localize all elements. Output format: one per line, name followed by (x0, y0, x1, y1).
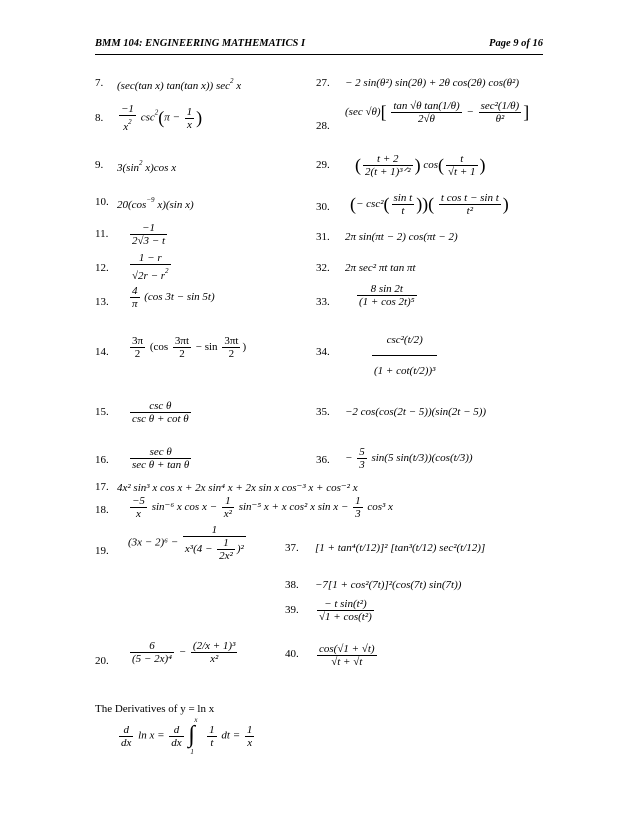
answer-10: $20(\cos^{-9}$ x)(sin x) (117, 196, 194, 211)
answer-14-close: ) (242, 341, 247, 354)
problem-number: 29. (316, 159, 330, 171)
answer-12-num: 1 − r (138, 252, 162, 264)
answer-20-n2: (2/x + 1)³ (192, 640, 236, 652)
answer-29-n1: t + 2 (377, 153, 399, 165)
answer-8-den2: x (185, 118, 195, 131)
answer-7: (sec(tan x) tan(tan x)) $\sec^2 x$ (117, 77, 242, 92)
problem-number: 11. (95, 228, 109, 240)
formula-one: 1 (209, 723, 215, 736)
answer-33-den: (1 + cos 2t)⁵ (359, 296, 415, 308)
answer-31-text: 2π sin(πt − 2) cos(πt − 2) (345, 231, 458, 243)
formula-dx2: dx (171, 736, 182, 749)
header-page-number: Page 9 of 16 (489, 38, 543, 49)
answer-20-frac2 (191, 640, 238, 665)
answer-9: $3(\sin^2$ x)cos x (117, 159, 177, 174)
answer-36 (345, 446, 473, 471)
formula-t: t (207, 736, 217, 749)
answer-29-frac1 (363, 153, 413, 178)
answer-30-n1: sin t (393, 192, 413, 204)
answer-13-frac (130, 285, 140, 310)
answer-8-pi: π − (164, 111, 180, 124)
answer-18-t3: cos³ x (367, 501, 393, 514)
answer-8: $\frac{-1}{x^2}$ $\csc^2(\pi$ − $\frac{1}{x}$ ) (121, 103, 203, 133)
answer-34-num: csc²(t/2) (386, 334, 423, 346)
problem-number: 36. (316, 454, 330, 466)
answer-18-frac3 (353, 495, 363, 520)
problem-number: 34. (316, 346, 330, 358)
answer-34-frac (372, 325, 437, 386)
answer-16-num: sec θ (149, 446, 172, 458)
answer-34-den: (1 + cot(t/2))³ (372, 355, 437, 386)
problem-number: 18. (95, 504, 109, 516)
answer-20-d2: x² (191, 652, 238, 665)
answer-29-n2: t (460, 153, 464, 165)
answer-39 (315, 598, 376, 623)
answer-36-minus: − (345, 452, 353, 465)
answer-28-frac2 (479, 100, 522, 125)
problem-number: 33. (316, 296, 330, 308)
answer-14-frac2 (173, 335, 191, 360)
answer-8-csc: csc (140, 111, 155, 124)
answer-34 (370, 325, 439, 386)
answer-14-n1: 3π (132, 335, 144, 347)
answer-20-n1: 6 (149, 640, 155, 652)
answer-8-frac2 (185, 106, 195, 131)
answer-36-frac (357, 446, 367, 471)
answer-17 (117, 481, 358, 494)
answer-28-minus: − (466, 106, 474, 119)
answer-16-den: sec θ + tan θ (132, 459, 190, 471)
formula-x: x (245, 736, 255, 749)
answer-14-n2: 3πt (174, 335, 190, 347)
answer-38 (315, 579, 461, 591)
problem-number: 15. (95, 406, 109, 418)
answer-29-frac2 (446, 153, 478, 178)
answer-20-minus: − (178, 646, 187, 659)
answer-18-t1: sin⁻⁶ x cos x − (151, 501, 218, 514)
answer-14-n3: 3πt (224, 335, 239, 347)
integral-symbol: ∫ (188, 722, 195, 748)
problem-number: 40. (285, 648, 299, 660)
integral-lower: 1 (190, 748, 194, 756)
answer-18-n2: 1 (225, 495, 231, 507)
answer-19-inner-den: 2x² (219, 550, 233, 562)
answer-8-frac (119, 103, 136, 133)
formula-lnx: ln x = (138, 729, 165, 742)
formula-dt: dt = (221, 729, 241, 742)
integral-upper: x (194, 716, 198, 724)
derivative-ln-formula (117, 718, 256, 754)
answer-18-frac2 (222, 495, 234, 520)
formula-d-dx-1 (119, 724, 133, 749)
answer-16-frac (130, 446, 191, 471)
answer-32 (345, 262, 416, 274)
problem-number: 12. (95, 262, 109, 274)
answer-14-frac3 (222, 335, 240, 360)
answer-14-sin: − sin (195, 341, 218, 354)
answer-39-frac (317, 598, 374, 623)
answer-20 (128, 640, 239, 665)
problem-number: 8. (95, 112, 104, 124)
answer-29-cos: cos (423, 159, 438, 172)
answer-38-text: −7[1 + cos²(7t)]²(cos(7t) sin(7t)) (315, 579, 462, 591)
answer-35 (345, 406, 486, 418)
answer-30: (− csc²( $\frac{\text{sin t}}{t}$ ))( $\frac{\text{t cos t − sin t}}{\text{t²}}$ ) (350, 192, 509, 217)
answer-14-d2: 2 (173, 347, 191, 360)
answer-13-den: π (132, 298, 138, 310)
answer-18-frac1 (130, 495, 147, 520)
answer-15-den: csc θ + cot θ (132, 413, 189, 425)
answer-35-text: −2 cos(cos(2t − 5))(sin(2t − 5)) (345, 406, 487, 418)
answer-17-text: 4x² sin³ x cos x + 2x sin⁴ x + 2x sin x cos⁻³ x + cos⁻² x (117, 482, 358, 494)
answer-29-d1: 2(t + 1)³ᐟ² (365, 166, 411, 178)
problem-number: 31. (316, 231, 330, 243)
answer-18-d3: 3 (355, 508, 361, 520)
page-header (95, 38, 543, 54)
answer-36-num: 5 (359, 446, 365, 458)
answer-15-frac (130, 400, 191, 425)
answer-19-num: 1 (211, 524, 218, 536)
integral-sign (188, 718, 202, 754)
answer-7-text: (sec(tan x) tan(tan x)) sec (117, 80, 231, 92)
answer-27 (345, 77, 519, 89)
derivative-ln-heading: The Derivatives of y = ln x (95, 703, 215, 715)
answer-12 (128, 252, 173, 282)
answer-19-den (183, 536, 246, 562)
answer-10-a: 20(cos (117, 199, 147, 211)
answer-30-d1: t (392, 204, 415, 217)
answer-14-cos: (cos (149, 341, 169, 354)
problem-number: 39. (285, 604, 299, 616)
answer-11-num: −1 (142, 222, 155, 234)
answer-40-den: √t + √t (317, 655, 377, 668)
answer-29: ( $\frac{t + 2}{\text{2(t + 1)³ᐟ²}}$ ) cos( $\frac{t}{√t + 1}$ ) (355, 153, 486, 178)
answer-18-t2: sin⁻⁵ x + x cos² x sin x − (238, 501, 349, 514)
answer-15 (128, 400, 193, 425)
problem-number: 13. (95, 296, 109, 308)
answer-9-a: 3(sin (117, 162, 139, 174)
answer-39-num: − t sin(t²) (324, 598, 367, 610)
answer-37 (315, 542, 485, 554)
header-rule (95, 54, 543, 55)
answer-12-den-text: √2r − r (132, 270, 166, 282)
answer-36-rest: sin(5 sin(t/3))(cos(t/3)) (371, 452, 473, 465)
header-course-title: BMM 104: ENGINEERING MATHEMATICS I (95, 38, 306, 49)
answer-28: (sec √θ)[ $\frac{\text{tan √θ tan(1/θ)}}{2√\theta}$ − $\frac{\text{sec²(1/θ)}}{\text{θ²}}$ ] (345, 100, 530, 125)
answer-14 (128, 335, 246, 360)
formula-one-over-t (207, 724, 217, 749)
answer-18-d1: x (130, 507, 147, 520)
answer-28-n2: sec²(1/θ) (480, 100, 520, 112)
answer-16 (128, 446, 193, 471)
answer-15-num: csc θ (149, 400, 172, 412)
answer-11-den: 2√3 − t (132, 235, 166, 247)
answer-40-num: cos(√1 + √t) (319, 643, 375, 655)
answer-30-frac1 (392, 192, 415, 217)
problem-number: 27. (316, 77, 330, 89)
problem-number: 7. (95, 77, 104, 89)
answer-11 (128, 222, 169, 247)
problem-number: 30. (316, 201, 330, 213)
formula-d2: d (173, 723, 180, 736)
answer-37-text: [1 + tan⁴(t/12)]² [tan³(t/12) sec²(t/12)] (315, 542, 486, 554)
problem-number: 38. (285, 579, 299, 591)
answer-13-rest: (cos 3t − sin 5t) (144, 291, 215, 304)
answer-12-frac (130, 252, 171, 282)
problem-number: 20. (95, 655, 109, 667)
answer-10-b: x)(sin x) (157, 199, 194, 211)
answer-31 (345, 231, 458, 243)
answer-28-frac1 (391, 100, 461, 125)
answer-14-d3: 2 (222, 347, 240, 360)
problem-number: 17. (95, 481, 109, 493)
problem-number: 14. (95, 346, 109, 358)
answer-40-frac (317, 643, 377, 668)
problem-number: 28. (316, 120, 330, 132)
problem-number: 16. (95, 454, 109, 466)
answer-33-num: 8 sin 2t (370, 283, 403, 295)
answer-8-num: −1 (121, 103, 134, 115)
problem-number: 35. (316, 406, 330, 418)
answer-8-den: $x^2$ (119, 115, 136, 133)
answer-27-text: − 2 sin(θ²) sin(2θ) + 2θ cos(2θ) cos(θ²) (345, 77, 520, 89)
answer-13 (128, 285, 215, 310)
answer-12-den: $√2r - r^2$ (130, 264, 171, 282)
problem-number: 37. (285, 542, 299, 554)
answer-19-den-a: x³(4 − (184, 543, 213, 556)
answer-9-b: x)cos x (145, 162, 177, 174)
answer-14-d1: 2 (130, 347, 145, 360)
answer-8-num2: 1 (186, 105, 193, 118)
answer-30-frac2 (439, 192, 501, 217)
answer-36-den: 3 (359, 459, 365, 471)
answer-18-n3: 1 (355, 495, 361, 507)
answer-19-inner-num: 1 (223, 537, 229, 549)
answer-20-d1: (5 − 2x)⁴ (132, 653, 172, 665)
formula-d-dx-2 (169, 724, 183, 749)
answer-19 (128, 524, 248, 562)
answer-29-d2: √t + 1 (447, 166, 476, 178)
answer-30-d2: t² (439, 204, 501, 217)
answer-8-den-x: x (123, 121, 129, 133)
answer-32-text: 2π sec² πt tan πt (345, 262, 416, 274)
problem-number: 32. (316, 262, 330, 274)
formula-one-over-x (245, 724, 255, 749)
answer-28-a: (sec √θ) (345, 106, 381, 119)
answer-19-inner-frac (217, 537, 235, 562)
answer-28-d1: 2√θ (391, 112, 461, 125)
answer-18-n1: −5 (132, 495, 145, 507)
formula-d1: d (123, 723, 129, 736)
answer-28-d2: θ² (479, 112, 522, 125)
answer-19-frac (183, 524, 246, 562)
answer-30-n2: t cos t − sin t (440, 192, 499, 204)
answer-40 (315, 643, 379, 668)
answer-20-frac1 (130, 640, 174, 665)
formula-one2: 1 (246, 723, 253, 736)
problem-number: 10. (95, 196, 109, 208)
answer-13-num: 4 (132, 285, 138, 297)
answer-18-d2: x² (223, 508, 232, 520)
answer-7-var: x (236, 80, 242, 92)
answer-19-a: (3x − 2)⁶ − (128, 536, 179, 549)
answer-11-frac (130, 222, 167, 247)
formula-dx1: dx (121, 736, 132, 749)
problem-number: 9. (95, 159, 104, 171)
answer-33 (355, 283, 419, 308)
answer-39-den: √1 + cos(t²) (319, 611, 372, 623)
answer-18 (128, 495, 393, 520)
answer-14-frac1 (130, 335, 145, 360)
answer-30-a: − csc² (356, 198, 384, 211)
problem-number: 19. (95, 545, 109, 557)
answer-28-n1: tan √θ tan(1/θ) (393, 100, 460, 112)
answer-33-frac (357, 283, 417, 308)
answer-19-den-b: )² (236, 543, 244, 556)
